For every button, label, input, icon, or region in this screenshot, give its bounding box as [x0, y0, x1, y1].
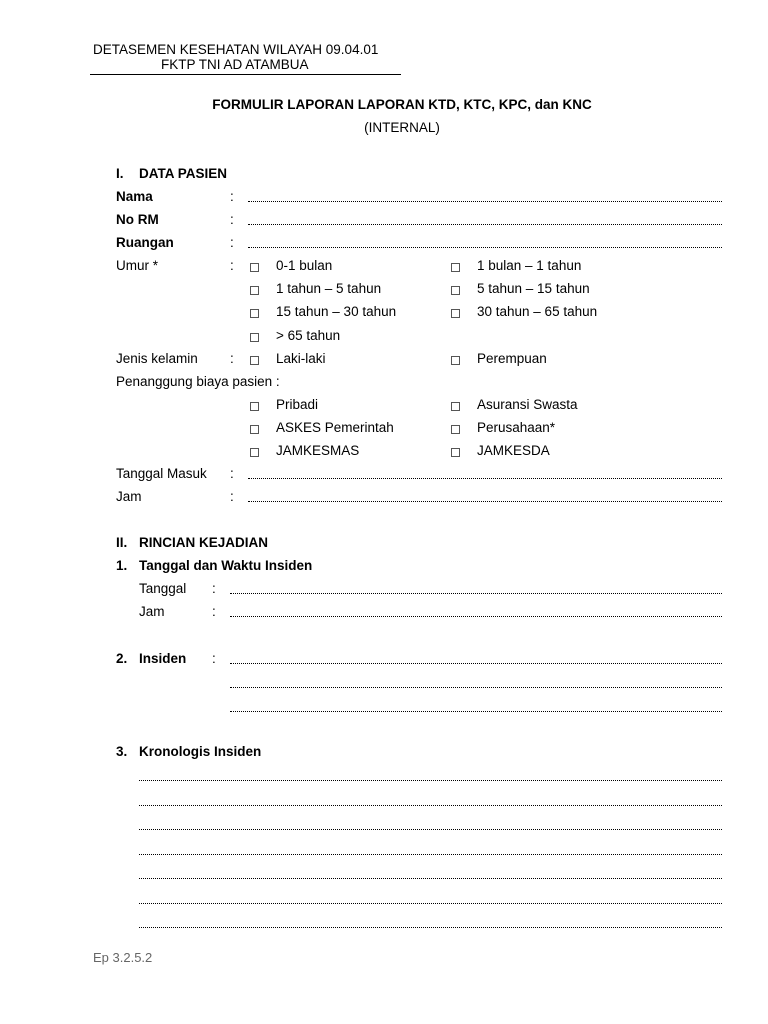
insiden-field-line[interactable]	[230, 663, 722, 664]
checkbox-jamkesda[interactable]	[451, 448, 460, 457]
tanggal-insiden-field[interactable]	[230, 593, 722, 594]
colon: :	[230, 489, 234, 504]
document-code: Ep 3.2.5.2	[93, 950, 153, 965]
header-underline	[90, 74, 401, 75]
label-penanggung-biaya: Penanggung biaya pasien :	[116, 374, 280, 389]
checkbox-umur-2[interactable]	[250, 286, 259, 295]
checkbox-laki-laki[interactable]	[250, 356, 259, 365]
label-umur: Umur *	[116, 258, 159, 273]
section2-heading: RINCIAN KEJADIAN	[139, 535, 269, 550]
section2-number: II.	[116, 535, 128, 550]
colon: :	[230, 258, 234, 273]
label-jam-insiden: Jam	[139, 604, 165, 619]
checkbox-umur-5[interactable]	[451, 309, 460, 318]
item2-number: 2.	[116, 651, 128, 666]
item1-title: Tanggal dan Waktu Insiden	[139, 558, 313, 573]
umur-option-label: 1 bulan – 1 tahun	[477, 258, 582, 273]
checkbox-umur-4[interactable]	[250, 309, 259, 318]
kronologis-field-line[interactable]	[139, 854, 722, 855]
label-ruangan: Ruangan	[116, 235, 174, 250]
no-rm-field[interactable]	[248, 224, 722, 225]
payer-option-label: Asuransi Swasta	[477, 397, 578, 412]
label-tanggal-insiden: Tanggal	[139, 581, 187, 596]
colon: :	[230, 212, 234, 227]
kronologis-field-line[interactable]	[139, 805, 722, 806]
item2-title: Insiden	[139, 651, 187, 666]
payer-option-label: Perusahaan*	[477, 420, 556, 435]
payer-option-label: Pribadi	[276, 397, 319, 412]
colon: :	[212, 581, 216, 596]
kronologis-field-line[interactable]	[139, 903, 722, 904]
colon: :	[230, 351, 234, 366]
umur-option-label: 1 tahun – 5 tahun	[276, 281, 382, 296]
payer-option-label: JAMKESMAS	[276, 443, 360, 458]
nama-field[interactable]	[248, 201, 722, 202]
checkbox-perempuan[interactable]	[451, 356, 460, 365]
ruangan-field[interactable]	[248, 247, 722, 248]
form-title: FORMULIR LAPORAN LAPORAN KTD, KTC, KPC, dan KNC	[212, 97, 592, 112]
kronologis-field-line[interactable]	[139, 829, 722, 830]
section1-heading: DATA PASIEN	[139, 166, 228, 181]
tanggal-masuk-field[interactable]	[248, 478, 722, 479]
checkbox-askes-pemerintah[interactable]	[250, 425, 259, 434]
label-no-rm: No RM	[116, 212, 159, 227]
label-tanggal-masuk: Tanggal Masuk	[116, 466, 207, 481]
kronologis-field-line[interactable]	[139, 878, 722, 879]
colon: :	[230, 235, 234, 250]
checkbox-umur-0[interactable]	[250, 263, 259, 272]
colon: :	[212, 604, 216, 619]
checkbox-umur-3[interactable]	[451, 286, 460, 295]
label-nama: Nama	[116, 189, 153, 204]
jam-insiden-field[interactable]	[230, 616, 722, 617]
insiden-field-line[interactable]	[230, 711, 722, 712]
payer-option-label: JAMKESDA	[477, 443, 550, 458]
umur-option-label: 5 tahun – 15 tahun	[477, 281, 590, 296]
umur-option-label: 0-1 bulan	[276, 258, 333, 273]
kronologis-field-line[interactable]	[139, 927, 722, 928]
insiden-field-line[interactable]	[230, 687, 722, 688]
payer-option-label: ASKES Pemerintah	[276, 420, 394, 435]
umur-option-label: 15 tahun – 30 tahun	[276, 304, 397, 319]
label-jenis-kelamin: Jenis kelamin	[116, 351, 198, 366]
form-subtitle: (INTERNAL)	[364, 120, 440, 135]
umur-option-label: 30 tahun – 65 tahun	[477, 304, 598, 319]
section1-number: I.	[116, 166, 124, 181]
label-jam: Jam	[116, 489, 142, 504]
checkbox-pribadi[interactable]	[250, 402, 259, 411]
item1-number: 1.	[116, 558, 128, 573]
org-name-line2: FKTP TNI AD ATAMBUA	[161, 57, 309, 72]
item3-number: 3.	[116, 744, 128, 759]
colon: :	[230, 466, 234, 481]
org-name-line1: DETASEMEN KESEHATAN WILAYAH 09.04.01	[93, 42, 379, 57]
jam-field[interactable]	[248, 501, 722, 502]
checkbox-umur-6[interactable]	[250, 333, 259, 342]
colon: :	[230, 189, 234, 204]
umur-option-label: > 65 tahun	[276, 328, 341, 343]
checkbox-umur-1[interactable]	[451, 263, 460, 272]
gender-option-label: Laki-laki	[276, 351, 326, 366]
item3-title: Kronologis Insiden	[139, 744, 262, 759]
kronologis-field-line[interactable]	[139, 780, 722, 781]
checkbox-jamkesmas[interactable]	[250, 448, 259, 457]
colon: :	[212, 651, 216, 666]
checkbox-perusahaan[interactable]	[451, 425, 460, 434]
checkbox-asuransi-swasta[interactable]	[451, 402, 460, 411]
gender-option-label: Perempuan	[477, 351, 547, 366]
